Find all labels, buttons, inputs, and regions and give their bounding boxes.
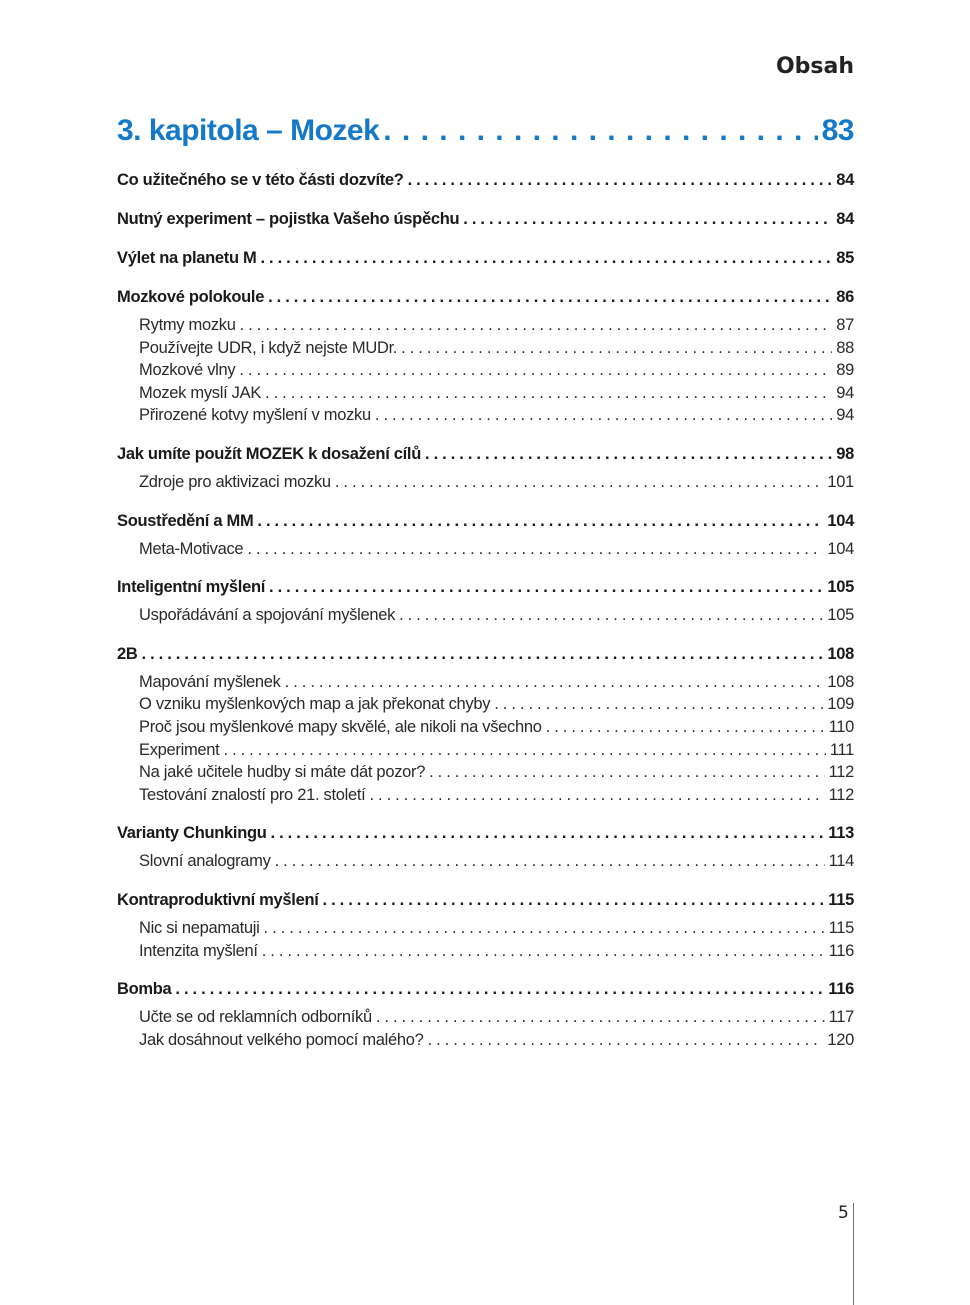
dot-leader [275, 850, 825, 873]
entry-title: Nic si nepamatuji [139, 918, 260, 937]
toc-subsection-entry[interactable] [117, 538, 854, 561]
entry-title: Mozkové vlny [139, 361, 236, 380]
chapter-title: 3. kapitola – Mozek [117, 114, 380, 147]
dot-leader [399, 604, 823, 627]
dot-leader [376, 1006, 825, 1029]
toc-subsection-entry[interactable] [117, 716, 854, 739]
entry-title: Proč jsou myšlenkové mapy skvělé, ale nikoli na všechno [139, 717, 542, 736]
toc-subsection-entry[interactable] [117, 1029, 854, 1052]
entry-title: Kontraproduktivní myšlení [117, 890, 319, 909]
toc-entries [117, 169, 854, 1051]
entry-page-number: 88 [836, 338, 854, 357]
entry-page-number: 111 [829, 740, 854, 759]
dot-leader [257, 510, 823, 533]
dot-leader [335, 471, 824, 494]
entry-title: Na jaké učitele hudby si máte dát pozor? [139, 763, 426, 782]
dot-leader [375, 404, 832, 427]
toc-subsection-entry[interactable] [117, 850, 854, 873]
chapter-heading[interactable] [117, 108, 854, 154]
entry-title: Testování znalostí pro 21. století [139, 785, 366, 804]
entry-page-number: 98 [836, 444, 854, 463]
entry-page-number: 115 [828, 890, 854, 909]
toc-subsection-entry[interactable] [117, 940, 854, 963]
footer-divider [853, 1203, 854, 1305]
dot-leader [142, 643, 824, 666]
entry-title: Učte se od reklamních odborníků [139, 1008, 372, 1027]
toc-subsection-entry[interactable] [117, 693, 854, 716]
dot-leader [463, 208, 832, 231]
entry-title: Mapování myšlenek [139, 672, 281, 691]
entry-page-number: 101 [827, 472, 854, 491]
toc-section-entry[interactable] [117, 978, 854, 1001]
dot-leader [247, 538, 823, 561]
dot-leader [429, 761, 825, 784]
entry-title: Jak umíte použít MOZEK k dosažení cílů [117, 444, 421, 463]
page-number: 5 [838, 1203, 849, 1223]
dot-leader [262, 940, 825, 963]
entry-page-number: 84 [836, 171, 854, 189]
dot-leader [494, 693, 823, 716]
entry-page-number: 104 [827, 539, 854, 558]
dot-leader [240, 314, 833, 337]
entry-page-number: 112 [828, 785, 854, 804]
dot-leader [425, 443, 832, 466]
toc-section-entry[interactable] [117, 286, 854, 309]
entry-page-number: 104 [827, 511, 854, 530]
entry-page-number: 105 [827, 606, 854, 625]
chapter-page-number: 83 [821, 114, 854, 147]
entry-title: Výlet na planetu M [117, 249, 257, 267]
entry-title: Bomba [117, 980, 172, 999]
toc-subsection-entry[interactable] [117, 784, 854, 807]
entry-page-number: 105 [827, 578, 854, 597]
dot-leader [408, 169, 833, 192]
entry-page-number: 89 [836, 361, 854, 380]
dot-leader [428, 1029, 824, 1052]
toc-section-entry[interactable] [117, 208, 854, 231]
entry-page-number: 110 [828, 717, 854, 736]
entry-title: Jak dosáhnout velkého pomocí malého? [139, 1030, 424, 1049]
entry-title: Přirozené kotvy myšlení v mozku [139, 406, 371, 425]
dot-leader [383, 108, 817, 154]
dot-leader [269, 576, 823, 599]
entry-page-number: 113 [828, 824, 854, 843]
entry-page-number: 120 [827, 1030, 854, 1049]
entry-title: Mozek myslí JAK [139, 383, 262, 402]
entry-title: O vzniku myšlenkových map a jak překonat chyby [139, 695, 491, 714]
toc-section-entry[interactable] [117, 443, 854, 466]
entry-title: 2B [117, 644, 138, 663]
toc-subsection-entry[interactable] [117, 471, 854, 494]
dot-leader [323, 889, 825, 912]
entry-title: Nutný experiment – pojistka Vašeho úspěchu [117, 210, 460, 228]
toc-subsection-entry[interactable] [117, 739, 854, 762]
entry-page-number: 108 [827, 644, 854, 663]
entry-title: Soustředění a MM [117, 511, 254, 530]
toc-subsection-entry[interactable] [117, 671, 854, 694]
page-header-title: Obsah [775, 54, 854, 79]
entry-title: Slovní analogramy [139, 852, 271, 871]
toc-subsection-entry[interactable] [117, 359, 854, 382]
entry-page-number: 115 [828, 918, 854, 937]
entry-title: Rytmy mozku [139, 316, 236, 334]
entry-page-number: 94 [836, 383, 854, 402]
dot-leader [401, 337, 832, 360]
toc-subsection-entry[interactable] [117, 761, 854, 784]
entry-page-number: 112 [828, 763, 854, 782]
toc-section-entry[interactable] [117, 889, 854, 912]
entry-page-number: 116 [828, 980, 854, 999]
entry-title: Varianty Chunkingu [117, 824, 267, 843]
dot-leader [260, 247, 832, 270]
toc-subsection-entry[interactable] [117, 337, 854, 360]
dot-leader [265, 382, 832, 405]
dot-leader [264, 917, 825, 940]
dot-leader [546, 716, 825, 739]
entry-page-number: 84 [836, 210, 854, 228]
toc-subsection-entry[interactable] [117, 917, 854, 940]
toc-subsection-entry[interactable] [117, 404, 854, 427]
entry-page-number: 108 [827, 672, 854, 691]
entry-title: Zdroje pro aktivizaci mozku [139, 472, 331, 491]
dot-leader [271, 822, 825, 845]
entry-page-number: 116 [828, 941, 854, 960]
toc-section-entry[interactable] [117, 247, 854, 270]
dot-leader [239, 359, 832, 382]
toc-subsection-entry[interactable] [117, 604, 854, 627]
entry-title: Používejte UDR, i když nejste MUDr. [139, 338, 398, 357]
entry-title: Mozkové polokoule [117, 288, 265, 306]
entry-page-number: 117 [828, 1008, 854, 1027]
dot-leader [223, 739, 825, 762]
entry-page-number: 94 [836, 406, 854, 425]
toc-section-entry[interactable] [117, 643, 854, 666]
entry-title: Uspořádávání a spojování myšlenek [139, 606, 396, 625]
toc-subsection-entry[interactable] [117, 382, 854, 405]
toc-section-entry[interactable] [117, 576, 854, 599]
toc-subsection-entry[interactable] [117, 1006, 854, 1029]
toc-section-entry[interactable] [117, 510, 854, 533]
entry-title: Experiment [139, 740, 220, 759]
entry-title: Intenzita myšlení [139, 941, 258, 960]
table-of-contents [117, 108, 854, 1051]
dot-leader [175, 978, 824, 1001]
entry-page-number: 87 [836, 316, 854, 334]
entry-page-number: 86 [836, 288, 854, 306]
toc-section-entry[interactable] [117, 169, 854, 192]
entry-title: Inteligentní myšlení [117, 578, 266, 597]
entry-page-number: 109 [827, 695, 854, 714]
dot-leader [369, 784, 824, 807]
dot-leader [285, 671, 824, 694]
entry-title: Meta-Motivace [139, 539, 244, 558]
entry-page-number: 114 [828, 852, 854, 871]
toc-section-entry[interactable] [117, 822, 854, 845]
entry-title: Co užitečného se v této části dozvíte? [117, 171, 404, 189]
dot-leader [268, 286, 832, 309]
toc-subsection-entry[interactable] [117, 314, 854, 337]
entry-page-number: 85 [836, 249, 854, 267]
